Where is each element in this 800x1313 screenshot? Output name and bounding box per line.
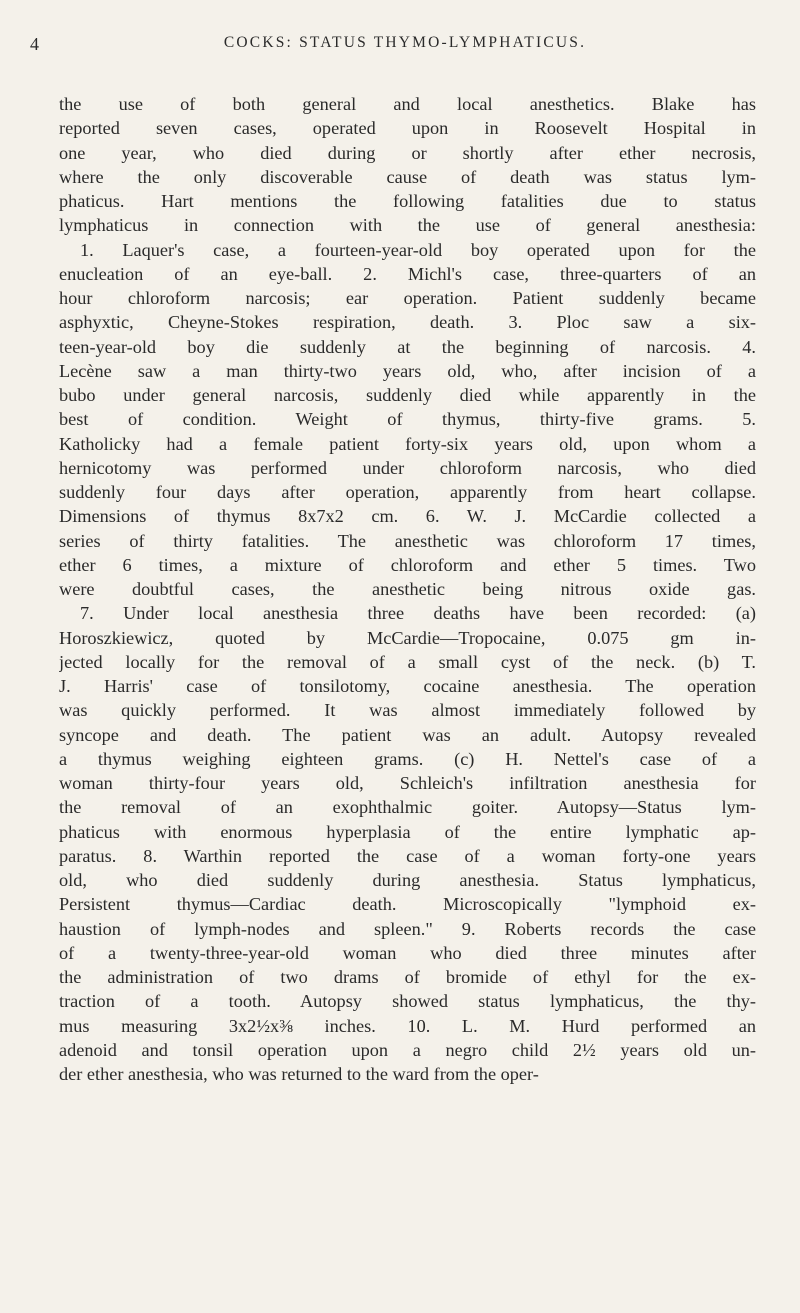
text-line: were doubtful cases, the anesthetic being nitrous oxide gas. <box>59 579 756 599</box>
text-line: traction of a tooth. Autopsy showed status lymphaticus, the thy- <box>59 991 756 1012</box>
text-line: Persistent thymus—Cardiac death. Microscopically "lymphoid ex- <box>59 894 756 915</box>
text-line: woman thirty-four years old, Schleich's infiltration anesthesia for <box>59 773 756 793</box>
text-line: der ether anesthesia, who was returned to the ward from the oper- <box>59 1064 539 1084</box>
text-line: suddenly four days after operation, apparently from heart collapse. <box>59 482 756 502</box>
running-head <box>30 34 780 60</box>
text-line: enucleation of an eye-ball. 2. Michl's case, three-quarters of an <box>59 263 756 284</box>
text-line: series of thirty fatalities. The anesthetic was chloroform 17 times, <box>59 530 756 551</box>
page-number: 4 <box>30 34 40 54</box>
text-line: hernicotomy was performed under chloroform narcosis, who died <box>59 457 756 478</box>
text-line: phaticus. Hart mentions the following fatalities due to status <box>59 191 756 211</box>
running-title: COCKS: STATUS THYMO-LYMPHATICUS. <box>223 34 587 51</box>
text-line: where the only discoverable cause of death was status lym- <box>59 166 756 187</box>
text-line: lymphaticus in connection with the use of general anesthesia: <box>59 215 756 236</box>
text-line: Horoszkiewicz, quoted by McCardie—Tropocaine, 0.075 gm in- <box>59 627 756 648</box>
text-line: 1. Laquer's case, a fourteen-year-old boy operated upon for the <box>80 239 756 260</box>
text-line: hour chloroform narcosis; ear operation. Patient suddenly became <box>59 288 756 308</box>
text-line: best of condition. Weight of thymus, thirty-five grams. 5. <box>59 409 756 430</box>
text-line: Lecène saw a man thirty-two years old, who, after incision of a <box>59 360 756 381</box>
text-line: syncope and death. The patient was an adult. Autopsy revealed <box>59 724 756 745</box>
body-text <box>59 92 756 1086</box>
text-line: teen-year-old boy die suddenly at the beginning of narcosis. 4. <box>59 336 756 357</box>
text-line: phaticus with enormous hyperplasia of the entire lymphatic ap- <box>59 821 756 842</box>
text-line: one year, who died during or shortly after ether necrosis, <box>59 142 756 163</box>
text-line: was quickly performed. It was almost immediately followed by <box>59 700 756 721</box>
text-line: 7. Under local anesthesia three deaths have been recorded: (a) <box>80 603 756 624</box>
text-line: Dimensions of thymus 8x7x2 cm. 6. W. J. McCardie collected a <box>59 506 756 527</box>
text-line: haustion of lymph-nodes and spleen." 9. Roberts records the case <box>59 918 756 939</box>
text-line: old, who died suddenly during anesthesia. Status lymphaticus, <box>59 870 756 890</box>
text-line: mus measuring 3x2½x⅜ inches. 10. L. M. Hurd performed an <box>59 1015 756 1036</box>
text-line: Katholicky had a female patient forty-six years old, upon whom a <box>59 433 756 454</box>
text-line: ether 6 times, a mixture of chloroform and ether 5 times. Two <box>59 554 756 575</box>
text-line: a thymus weighing eighteen grams. (c) H. Nettel's case of a <box>59 748 756 769</box>
text-line: of a twenty-three-year-old woman who died three minutes after <box>59 942 756 963</box>
text-line: asphyxtic, Cheyne-Stokes respiration, death. 3. Ploc saw a six- <box>59 312 756 333</box>
text-line: paratus. 8. Warthin reported the case of a woman forty-one years <box>59 845 756 866</box>
text-line: the administration of two drams of bromide of ethyl for the ex- <box>59 967 756 987</box>
text-line: the removal of an exophthalmic goiter. Autopsy—Status lym- <box>59 797 756 818</box>
text-line: bubo under general narcosis, suddenly died while apparently in the <box>59 385 756 405</box>
text-line: J. Harris' case of tonsilotomy, cocaine anesthesia. The operation <box>59 676 756 696</box>
text-line: adenoid and tonsil operation upon a negro child 2½ years old un- <box>59 1039 756 1060</box>
text-line: reported seven cases, operated upon in Roosevelt Hospital in <box>59 118 756 139</box>
text-line: jected locally for the removal of a small cyst of the neck. (b) T. <box>59 651 756 672</box>
text-line: the use of both general and local anesthetics. Blake has <box>59 94 756 114</box>
